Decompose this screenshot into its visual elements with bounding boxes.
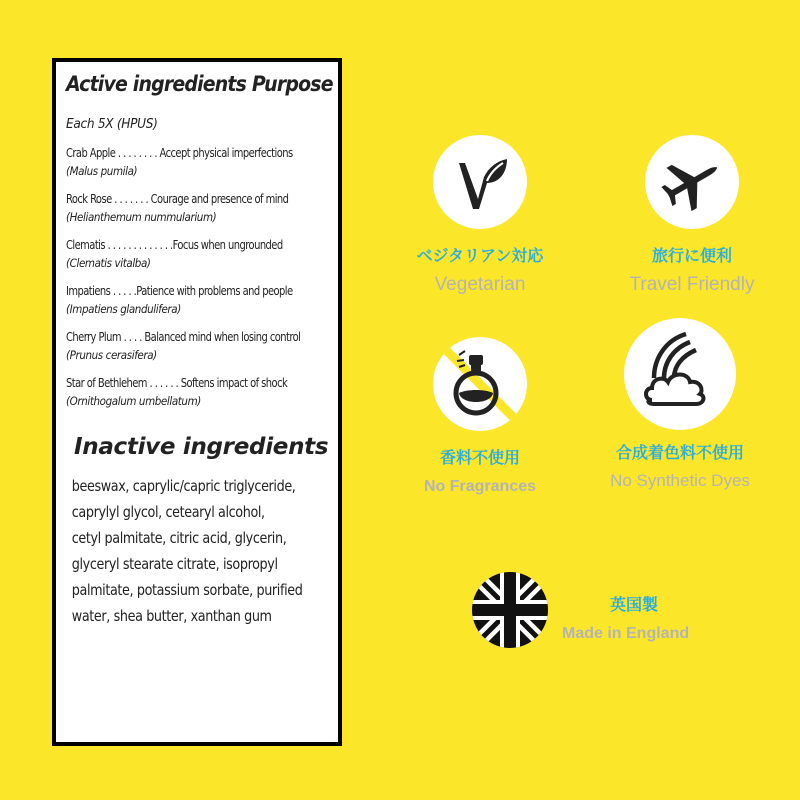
rainbow-cloud-icon (624, 318, 736, 430)
inactive-line: glyceryl stearate citrate, isopropyl (71, 556, 278, 573)
ingredient-line: Impatiens . . . . .Patience with problems and people (66, 284, 293, 298)
feature-en: Made in England (562, 625, 690, 642)
potency-note: Each 5X (HPUS) (66, 116, 158, 132)
feature-travel (592, 135, 792, 296)
inactive-line: water, shea butter, xanthan gum (71, 608, 272, 625)
feature-no-synthetic-dyes (580, 318, 780, 491)
ingredient-line: Star of Bethlehem . . . . . . Softens impact of shock (66, 376, 288, 390)
ingredient-item (66, 284, 328, 316)
no-perfume-icon (433, 337, 527, 431)
ingredients-label (52, 58, 342, 746)
ingredient-line: Crab Apple . . . . . . . . Accept physical imperfections (66, 146, 293, 160)
ingredient-item (66, 146, 328, 178)
ingredient-latin: (Helianthemum nummularium) (66, 210, 217, 224)
inactive-ingredients-list (66, 474, 318, 630)
ingredients-label-inner (56, 62, 338, 742)
feature-ja: 合成着色料不使用 (615, 443, 744, 462)
ingredient-item (66, 238, 328, 270)
ingredient-latin: (Ornithogalum umbellatum) (66, 394, 201, 408)
feature-ja: 旅行に便利 (651, 246, 732, 265)
vegan-leaf-icon (433, 135, 527, 229)
ingredient-item (66, 376, 328, 408)
inactive-line: cetyl palmitate, citric acid, glycerin, (71, 530, 287, 547)
feature-en: Vegetarian (434, 274, 526, 295)
feature-en: No Synthetic Dyes (610, 471, 750, 490)
feature-vegetarian (380, 135, 580, 296)
ingredient-line: Rock Rose . . . . . . . Courage and presence of mind (66, 192, 289, 206)
inactive-line: palmitate, potassium sorbate, purified (71, 582, 303, 599)
active-ingredients-heading: Active ingredients Purpose (66, 72, 333, 96)
ingredient-item (66, 192, 328, 224)
feature-en: No Fragrances (423, 478, 537, 495)
union-jack-icon (472, 572, 548, 648)
inactive-line: caprylyl glycol, cetearyl alcohol, (71, 504, 265, 521)
feature-ja: 英国製 (610, 595, 659, 614)
feature-en: Travel Friendly (629, 274, 755, 295)
ingredient-latin: (Prunus cerasifera) (66, 348, 157, 362)
feature-ja: ベジタリアン対応 (416, 246, 544, 265)
ingredient-latin: (Clematis vitalba) (66, 256, 151, 270)
feature-ja: 香料不使用 (439, 448, 520, 467)
inactive-line: beeswax, caprylic/capric triglyceride, (71, 478, 296, 495)
airplane-icon (645, 135, 739, 229)
inactive-ingredients-heading: Inactive ingredients (74, 434, 329, 460)
ingredient-latin: (Malus pumila) (66, 164, 138, 178)
ingredient-line: Cherry Plum . . . . Balanced mind when losing control (66, 330, 301, 344)
ingredient-line: Clematis . . . . . . . . . . . . .Focus when ungrounded (66, 238, 283, 252)
ingredient-item (66, 330, 328, 362)
feature-made-in-england (470, 570, 730, 650)
feature-no-fragrances (380, 337, 580, 496)
ingredient-latin: (Impatiens glandulifera) (66, 302, 181, 316)
